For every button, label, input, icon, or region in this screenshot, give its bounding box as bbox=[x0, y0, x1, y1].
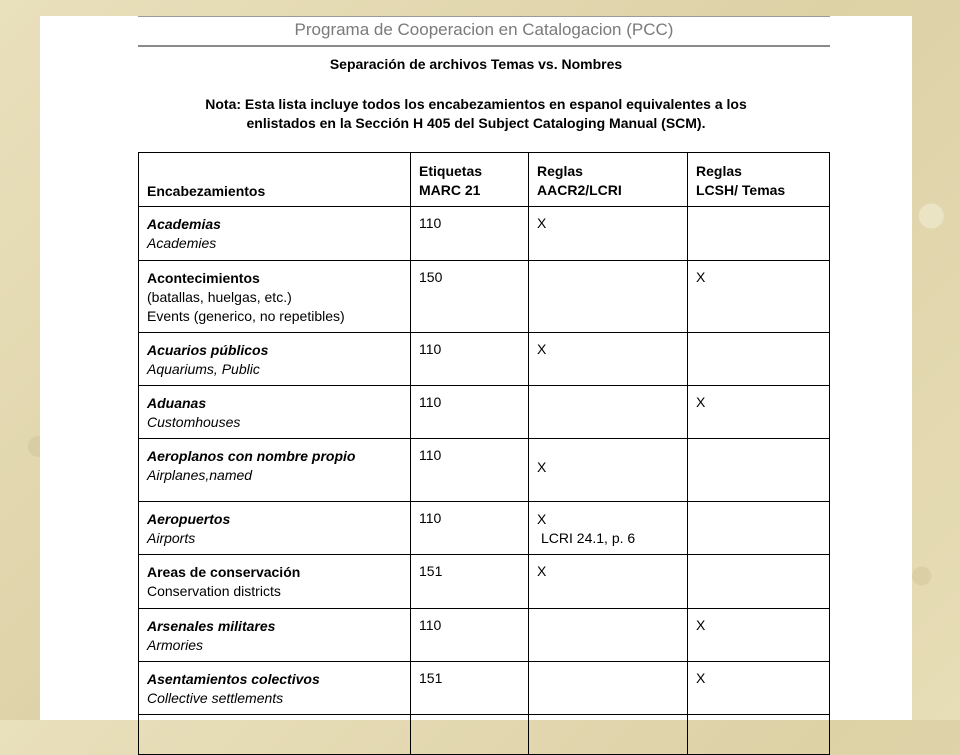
lcsh-cell bbox=[688, 715, 830, 755]
aacr2-cell bbox=[529, 662, 688, 715]
lcsh-cell: X bbox=[688, 261, 830, 333]
table-row bbox=[139, 261, 830, 333]
table-row bbox=[139, 609, 830, 662]
tag-cell: 110 bbox=[411, 439, 529, 502]
slide-page bbox=[40, 16, 912, 720]
aacr2-cell bbox=[529, 609, 688, 662]
aacr2-cell bbox=[529, 386, 688, 439]
aacr2-cell: X bbox=[529, 555, 688, 609]
tag-cell: 110 bbox=[411, 207, 529, 261]
document-subtitle: Separación de archivos Temas vs. Nombres bbox=[329, 56, 623, 72]
lcsh-cell bbox=[688, 207, 830, 261]
note-line-2: enlistados en la Sección H 405 del Subject Cataloging Manual (SCM). bbox=[246, 115, 706, 131]
aacr2-cell: X bbox=[529, 439, 688, 502]
heading-cell: Acontecimientos (batallas, huelgas, etc.) Events (generico, no repetibles) bbox=[139, 261, 411, 333]
heading-cell: Aeroplanos con nombre propio Airplanes,named bbox=[139, 439, 411, 502]
lcsh-cell bbox=[688, 439, 830, 502]
header-etiquetas: Etiquetas MARC 21 bbox=[411, 153, 529, 207]
table-row bbox=[139, 439, 830, 502]
table-row bbox=[139, 502, 830, 555]
aacr2-cell: X bbox=[529, 333, 688, 386]
heading-cell: Acuarios públicos Aquariums, Public bbox=[139, 333, 411, 386]
tag-cell: 150 bbox=[411, 261, 529, 333]
header-reglas-lcsh: Reglas LCSH/ Temas bbox=[688, 153, 830, 207]
aacr2-cell-note: LCRI 24.1, p. 6 bbox=[541, 530, 636, 546]
heading-cell: Academias Academies bbox=[139, 207, 411, 261]
lcsh-cell bbox=[688, 555, 830, 609]
table-row bbox=[139, 333, 830, 386]
table-header-row bbox=[139, 153, 830, 207]
lcsh-cell: X bbox=[688, 386, 830, 439]
note-line-1: Nota: Esta lista incluye todos los encabezamientos en espanol equivalentes a los bbox=[205, 96, 747, 112]
header-encabezamientos: Encabezamientos bbox=[139, 153, 411, 207]
heading-cell: Aduanas Customhouses bbox=[139, 386, 411, 439]
table-row bbox=[139, 386, 830, 439]
aacr2-cell bbox=[529, 715, 688, 755]
lcsh-cell bbox=[688, 502, 830, 555]
tag-cell: 110 bbox=[411, 333, 529, 386]
document-header: Programa de Cooperacion en Catalogacion (PCC) bbox=[138, 16, 830, 47]
lcsh-cell bbox=[688, 333, 830, 386]
aacr2-cell: X LCRI 24.1, p. 6 bbox=[529, 502, 688, 555]
tag-cell: 110 bbox=[411, 609, 529, 662]
table-row bbox=[139, 207, 830, 261]
table-row bbox=[139, 715, 830, 755]
tag-cell: 151 bbox=[411, 555, 529, 609]
headings-table bbox=[138, 152, 830, 755]
tag-cell: 151 bbox=[411, 662, 529, 715]
tag-cell bbox=[411, 715, 529, 755]
table-row bbox=[139, 662, 830, 715]
lcsh-cell: X bbox=[688, 662, 830, 715]
heading-cell: Arsenales militares Armories bbox=[139, 609, 411, 662]
aacr2-cell bbox=[529, 261, 688, 333]
table-row bbox=[139, 555, 830, 609]
heading-cell: Areas de conservación Conservation districts bbox=[139, 555, 411, 609]
header-reglas-aacr2: Reglas AACR2/LCRI bbox=[529, 153, 688, 207]
heading-cell bbox=[139, 715, 411, 755]
heading-cell: Asentamientos colectivos Collective settlements bbox=[139, 662, 411, 715]
document-note bbox=[40, 95, 912, 133]
tag-cell: 110 bbox=[411, 502, 529, 555]
aacr2-cell: X bbox=[529, 207, 688, 261]
heading-cell: Aeropuertos Airports bbox=[139, 502, 411, 555]
lcsh-cell: X bbox=[688, 609, 830, 662]
tag-cell: 110 bbox=[411, 386, 529, 439]
